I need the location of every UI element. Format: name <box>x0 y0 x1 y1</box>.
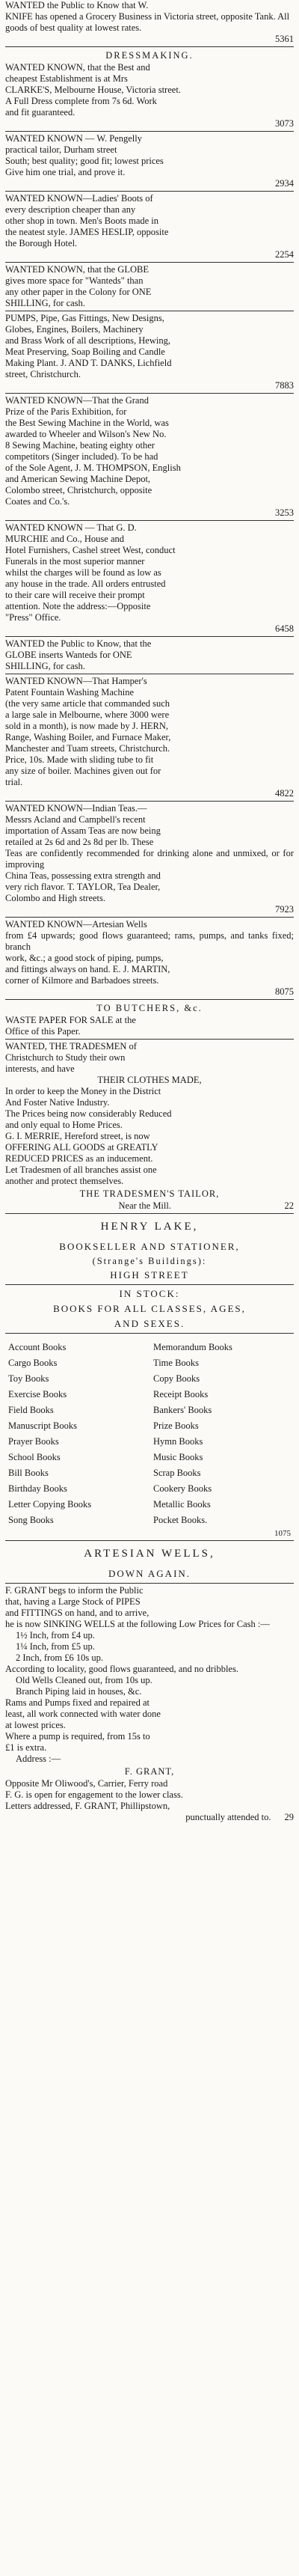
advert-line: A Full Dress complete from 7s 6d. Work <box>5 96 157 106</box>
advert-line: Christchurch to Study their own <box>5 1052 126 1063</box>
book-item: Music Books <box>153 1452 203 1462</box>
tailor-location-text: Near the Mill. <box>118 1200 171 1211</box>
advert-line: WANTED KNOWN—Ladies' Boots of <box>5 193 153 204</box>
book-item: Song Books <box>8 1515 54 1525</box>
advert-line: another and protect themselves. <box>5 1176 124 1186</box>
book-item: Bill Books <box>8 1468 49 1478</box>
advert-pengelly <box>5 133 294 189</box>
advert-line: Price, 10s. Made with sliding tube to fit <box>5 754 154 765</box>
book-item: Birthday Books <box>8 1483 67 1494</box>
advert-line: work, &c.; a good stock of piping, pumps, <box>5 953 164 963</box>
advert-line: the Best Sewing Machine in the World, was <box>5 418 169 428</box>
advert-globe1 <box>5 264 294 309</box>
advert-line: attention. Note the address:—Opposite <box>5 601 151 611</box>
advert-grant-artesian <box>5 1545 294 1823</box>
advert-line: trial. <box>5 777 23 787</box>
advert-line: 1¼ Inch, from £5 up. <box>16 1641 95 1652</box>
advert-line: Funerals in the most superior manner <box>5 556 145 567</box>
divider-rule <box>5 520 294 521</box>
advert-footer-2-text: punctually attended to. <box>185 1812 271 1822</box>
advert-line: importation of Assam Teas are now being <box>5 825 161 836</box>
advert-line: retailed at 2s 6d and 2s 8d per lb. These <box>5 837 154 847</box>
advert-number: 5361 <box>275 34 294 44</box>
advert-line: very rich flavor. T. TAYLOR, Tea Dealer, <box>5 882 161 892</box>
advert-line: that, having a Large Stock of PIPES <box>5 1596 141 1607</box>
advert-number: 2934 <box>275 178 294 189</box>
tailor-location <box>5 1200 294 1212</box>
advert-line: and fit guaranteed. <box>5 107 75 117</box>
divider-rule <box>5 1213 294 1214</box>
divider-rule <box>5 1333 294 1334</box>
advert-footer-2 <box>5 1812 294 1823</box>
book-list <box>5 1335 294 1539</box>
advert-line: Colombo and High streets. <box>5 893 106 903</box>
advert-line: WANTED KNOWN, that the Best and <box>5 62 150 73</box>
advert-line: WANTED KNOWN — W. Pengelly <box>5 133 142 144</box>
divider-rule <box>5 1540 294 1541</box>
advert-dressmaking <box>5 62 294 129</box>
advert-murchie <box>5 522 294 635</box>
advert-line: In order to keep the Money in the District <box>5 1086 161 1096</box>
book-item: Exercise Books <box>8 1389 67 1400</box>
advert-line: interests, and have <box>5 1063 75 1074</box>
advert-line: Where a pump is required, from 15s to <box>5 1731 150 1742</box>
advert-line: cheapest Establishment is at Mrs <box>5 73 128 84</box>
in-stock-label: IN STOCK: <box>119 1288 180 1299</box>
book-item: Receipt Books <box>153 1389 209 1400</box>
advert-line: SHILLING, for cash. <box>5 298 85 308</box>
advert-line: of the Sole Agent, J. M. THOMPSON, English <box>5 463 181 473</box>
advert-line: MURCHIE and Co., House and <box>5 534 125 544</box>
advert-line: WANTED the Public to Know that W. <box>5 0 149 10</box>
advert-line: and American Sewing Machine Depot, <box>5 474 151 484</box>
advert-artesian-wells <box>5 919 294 998</box>
advert-line: And Foster Native Industry. <box>5 1097 110 1108</box>
advert-line: practical tailor, Durham street <box>5 144 117 155</box>
advert-line: WANTED KNOWN—That the Grand <box>5 395 149 406</box>
book-item: Copy Books <box>153 1373 200 1384</box>
advert-line: WANTED KNOWN — That G. D. <box>5 522 137 533</box>
advert-tradesmen-tailor <box>5 1041 294 1212</box>
advert-number: 7923 <box>275 904 294 915</box>
advert-line: CLARKE'S, Melbourne House, Victoria street. <box>5 85 181 95</box>
advert-waste-paper <box>5 1015 294 1037</box>
advert-number: 2254 <box>275 249 294 260</box>
book-item: Letter Copying Books <box>8 1499 92 1510</box>
advert-number: 4822 <box>275 788 294 799</box>
advert-line: he is now SINKING WELLS at the following Low Prices for Cash :— <box>5 1619 270 1629</box>
address-line: Opposite Mr Oliwood's, Carrier, Ferry road <box>5 1778 168 1789</box>
advert-indian-teas <box>5 803 294 915</box>
advert-number: 8075 <box>275 986 294 997</box>
advert-line: Branch Piping laid in houses, &c. <box>16 1686 142 1697</box>
advert-line: Colombo street, Christchurch, opposite <box>5 485 152 495</box>
butchers-heading: TO BUTCHERS, &c. <box>96 1003 203 1013</box>
book-item: Metallic Books <box>153 1499 211 1510</box>
advert-line: Old Wells Cleaned out, from 10s up. <box>16 1675 152 1685</box>
advert-line: China Teas, possessing extra strength and <box>5 870 161 881</box>
divider-rule <box>5 262 294 263</box>
advert-note: F. G. is open for engagement to the lower class. <box>5 1789 183 1800</box>
divider-rule <box>5 801 294 802</box>
advert-line: WANTED KNOWN—Indian Teas.— <box>5 803 147 814</box>
advert-wheeler <box>5 395 294 519</box>
advert-line: least, all work connected with water done <box>5 1709 161 1719</box>
book-item: Scrap Books <box>153 1468 201 1478</box>
advert-line: F. GRANT begs to inform the Public <box>5 1585 144 1596</box>
advert-line: Coates and Co.'s. <box>5 496 70 507</box>
advert-line: WANTED KNOWN—Artesian Wells <box>5 919 147 930</box>
advert-line: WANTED the Public to Know, that the <box>5 638 152 649</box>
advert-line: PUMPS, Pipe, Gas Fittings, New Designs, <box>5 313 164 323</box>
advert-line: any other paper in the Colony for ONE <box>5 287 152 297</box>
advert-line: and only equal to Home Prices. <box>5 1120 123 1130</box>
advert-line: whilst the charges will be found as low as <box>5 567 161 578</box>
advert-number: 29 <box>284 1812 294 1822</box>
advert-line: REDUCED PRICES as an inducement. <box>5 1153 153 1164</box>
bookseller-name: HENRY LAKE, <box>100 1221 199 1233</box>
address-name: F. GRANT, <box>124 1766 175 1777</box>
divider-rule <box>5 636 294 637</box>
advert-line: Patent Fountain Washing Machine <box>5 687 135 698</box>
advert-line: a large sale in Melbourne, where 3000 were <box>5 709 170 720</box>
artesian-subheading: DOWN AGAIN. <box>108 1568 191 1579</box>
advert-line: any house in the trade. All orders entrusted <box>5 579 166 589</box>
advert-line: The Prices being now considerably Reduced <box>5 1108 172 1119</box>
section-heading: DRESSMAKING. <box>105 50 194 61</box>
advert-heslip <box>5 193 294 260</box>
divider-rule <box>5 1583 294 1584</box>
advert-line: sold in a month), is now made by J. HERN, <box>5 721 169 731</box>
advert-line: G. I. MERRIE, Hereford street, is now <box>5 1131 150 1141</box>
advert-line: any size of boiler. Machines given out for <box>5 766 161 776</box>
book-item: Cargo Books <box>8 1358 58 1368</box>
advert-line: other shop in town. Men's Boots made in <box>5 216 159 226</box>
book-item: Cookery Books <box>153 1483 212 1494</box>
divider-rule <box>5 46 294 47</box>
book-item: Toy Books <box>8 1373 49 1384</box>
address-label: Address :— <box>16 1754 61 1764</box>
advert-line: KNIFE has opened a Grocery Business in Victoria street, opposite Tank. All <box>5 11 290 22</box>
advert-footer: Letters addressed, F. GRANT, Phillipstown, <box>5 1801 170 1811</box>
advert-line: THEIR CLOTHES MADE, <box>97 1075 202 1085</box>
advert-line: £1 is extra. <box>5 1742 47 1753</box>
advert-line: WASTE PAPER FOR SALE at the <box>5 1015 136 1025</box>
advert-line: and FITTINGS on hand, and to arrive, <box>5 1608 150 1618</box>
book-item: School Books <box>8 1452 61 1462</box>
advert-line: According to locality, good flows guaranteed, and no dribbles. <box>5 1664 238 1674</box>
tailor-signature: THE TRADESMEN'S TAILOR, <box>79 1188 220 1199</box>
advert-line: the Borough Hotel. <box>5 238 78 248</box>
advert-line: Range, Washing Boiler, and Furnace Maker, <box>5 732 171 742</box>
advert-line: Teas are confidently recommended for drinking alone and unmixed, or for improving <box>5 848 294 870</box>
advert-number: 3073 <box>275 118 294 129</box>
books-line-1: BOOKS FOR ALL CLASSES, AGES, <box>53 1303 246 1314</box>
divider-rule <box>5 131 294 132</box>
advert-number: 6458 <box>275 623 294 634</box>
advert-line: WANTED KNOWN, that the GLOBE <box>5 264 149 275</box>
book-item: Account Books <box>8 1342 67 1352</box>
advert-number: 7883 <box>275 380 294 391</box>
advert-line: 1½ Inch, from £4 up. <box>16 1630 95 1640</box>
advert-globe2 <box>5 638 294 672</box>
divider-rule <box>5 999 294 1000</box>
bookseller-trade: BOOKSELLER AND STATIONER, <box>59 1241 240 1252</box>
advert-number: 3253 <box>275 507 294 518</box>
advert-henry-lake <box>5 1218 294 1539</box>
advert-line: awarded to Wheeler and Wilson's New No. <box>5 429 167 439</box>
bookseller-street: HIGH STREET <box>110 1269 189 1281</box>
advert-line: and fittings always on hand. E. J. MARTIN, <box>5 964 170 974</box>
artesian-heading: ARTESIAN WELLS, <box>84 1548 215 1560</box>
advert-line: 8 Sewing Machine, beating eighty other <box>5 440 155 451</box>
advert-line: Hotel Furnishers, Cashel street West, conduct <box>5 545 176 555</box>
divider-rule <box>5 917 294 918</box>
book-item: Hymn Books <box>153 1436 203 1447</box>
advert-line: Prize of the Paris Exhibition, for <box>5 406 127 417</box>
advert-line: competitors (Singer included). To be had <box>5 451 158 462</box>
advert-line: Give him one trial, and prove it. <box>5 167 126 177</box>
advert-line: SHILLING, for cash. <box>5 661 85 671</box>
advert-danks <box>5 313 294 391</box>
advert-line: 2 Inch, from £6 10s up. <box>16 1652 103 1663</box>
advert-line: street, Christchurch. <box>5 369 81 379</box>
advert-line: from £4 upwards; good flows guaranteed; rams, pumps, and tanks fixed; branch <box>5 930 294 952</box>
divider-rule <box>5 393 294 394</box>
advert-grocery <box>5 0 294 45</box>
advert-line: Making Plant. J. AND T. DANKS, Lichfield <box>5 358 172 368</box>
book-item: Prize Books <box>153 1420 199 1431</box>
advert-number: 1075 <box>274 1529 291 1538</box>
divider-rule <box>5 191 294 192</box>
advert-line: Let Tradesmen of all branches assist one <box>5 1165 157 1175</box>
advert-line: at lowest prices. <box>5 1720 66 1730</box>
advert-line: to their care will receive their prompt <box>5 590 145 600</box>
advert-line: corner of Kilmore and Barbadoes streets. <box>5 975 159 986</box>
books-line-2: AND SEXES. <box>114 1318 185 1329</box>
advert-line: goods of best quality at lowest rates. <box>5 22 142 33</box>
bookseller-building: (Strange's Buildings): <box>92 1256 207 1266</box>
advert-line: OFFERING ALL GOODS at GREATLY <box>5 1142 158 1153</box>
advert-line: the neatest style. JAMES HESLIP, opposite <box>5 227 169 237</box>
book-item: Prayer Books <box>8 1436 59 1447</box>
divider-rule <box>5 1284 294 1285</box>
book-item: Pocket Books. <box>153 1515 208 1525</box>
book-item: Manuscript Books <box>8 1420 78 1431</box>
advert-line: GLOBE inserts Wanteds for ONE <box>5 650 132 660</box>
advert-line: (the very same article that commanded such <box>5 698 170 709</box>
advert-line: Manchester and Tuam streets, Christchurch. <box>5 743 170 754</box>
divider-rule <box>5 1039 294 1040</box>
advert-line: Rams and Pumps fixed and repaired at <box>5 1697 150 1708</box>
advert-line: Messrs Acland and Campbell's recent <box>5 814 146 825</box>
advert-line: WANTED KNOWN—That Hamper's <box>5 676 147 686</box>
advert-line: South; best quality; good fit; lowest prices <box>5 156 164 166</box>
book-item: Time Books <box>153 1358 200 1368</box>
advert-line: gives more space for "Wanteds" than <box>5 275 144 286</box>
advert-number: 22 <box>284 1200 294 1211</box>
advert-line: Globes, Engines, Boilers, Machinery <box>5 324 144 335</box>
advert-line: every description cheaper than any <box>5 204 136 215</box>
advert-hamper <box>5 676 294 799</box>
book-item: Field Books <box>8 1405 54 1415</box>
book-item: Memorandum Books <box>153 1342 232 1352</box>
advert-line: Office of this Paper. <box>5 1026 81 1037</box>
book-item: Bankers' Books <box>153 1405 212 1415</box>
advert-line: Meat Preserving, Soap Boiling and Candle <box>5 347 165 357</box>
advert-line: "Press" Office. <box>5 612 61 623</box>
advert-line: WANTED, THE TRADESMEN of <box>5 1041 137 1052</box>
advert-line: and Brass Work of all descriptions, Hewing, <box>5 335 170 346</box>
